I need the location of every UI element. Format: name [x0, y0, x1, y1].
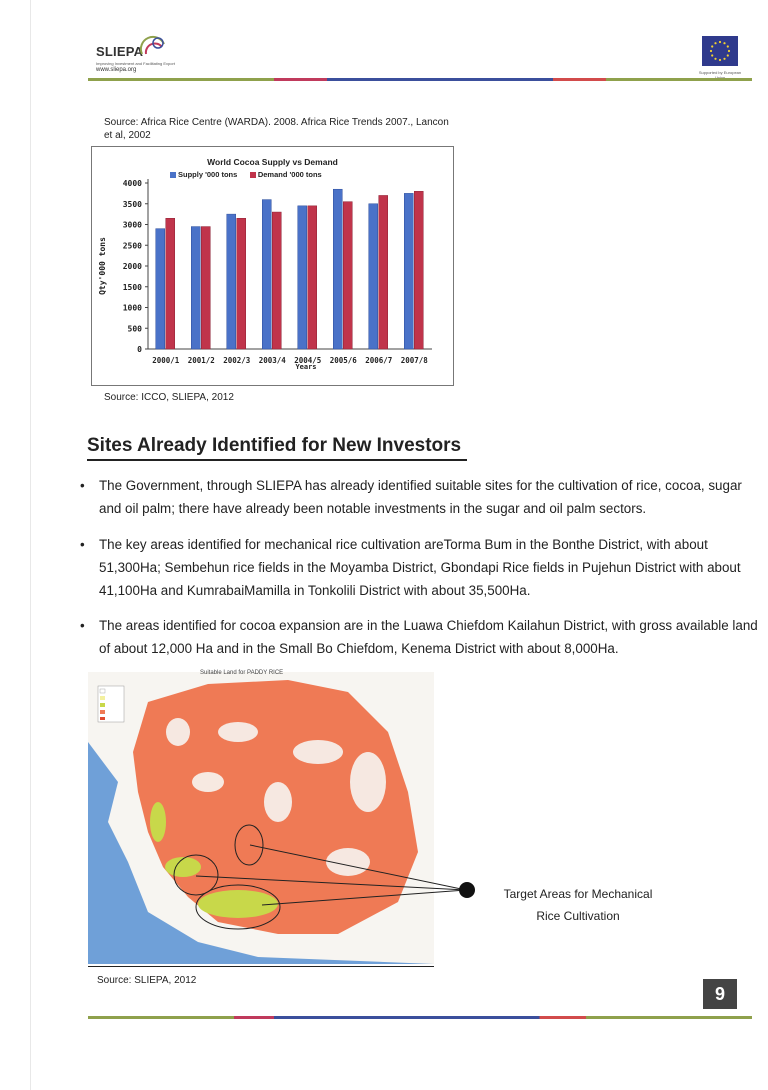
y-tick-label: 500 [127, 324, 142, 334]
chart-source-bottom: Source: ICCO, SLIEPA, 2012 [104, 392, 234, 403]
legend-supply-label: Supply '000 tons [178, 170, 238, 179]
bullet-text-3: The areas identified for cocoa expansion are in the Luawa Chiefdom Kailahun District, with gross available land of about 12,000 Ha and in the Small Bo Chiefdom, Kenema District with about 8,000Ha. [99, 618, 758, 656]
x-tick-label: 2000/1 [152, 356, 180, 365]
x-tick-label: 2007/8 [400, 356, 428, 365]
map-callout [486, 883, 670, 927]
callout-line-2: Rice Cultivation [536, 909, 620, 923]
x-tick-label: 2001/2 [187, 356, 215, 365]
logo-tagline: Improving Investment and Facilitating Export [96, 61, 175, 66]
callout-marker [459, 882, 475, 898]
y-tick-label: 3500 [122, 199, 142, 209]
website-link[interactable]: www.sliepa.org [96, 67, 137, 73]
x-tick-label: 2006/7 [365, 356, 393, 365]
x-tick-label: 2004/5 [294, 356, 322, 365]
x-tick-label: 2003/4 [258, 356, 286, 365]
callout-line-1: Target Areas for Mechanical [503, 887, 653, 901]
x-tick-label: 2005/6 [329, 356, 357, 365]
footer-divider [88, 1016, 752, 1019]
legend-demand-label: Demand '000 tons [257, 170, 322, 179]
y-tick-label: 2000 [122, 262, 142, 271]
eu-caption: Supported by European [698, 70, 742, 75]
bullet-text-2: The key areas identified for mechanical rice cultivation areTorma Bum in the Bonthe District, with about 51,300Ha; Sembehun rice fields in the Moyamba District, Gbondapi Rice fields in Pujehun District with about 41,100Ha and KumrabaiMamilla in Tonkolili District with about 35,500Ha. [99, 537, 741, 598]
y-tick-label: 1000 [122, 303, 142, 313]
bullet-symbol: • [80, 537, 85, 552]
x-axis-label: Years [295, 363, 317, 371]
chart-source-top: Source: Africa Rice Centre (WARDA). 2008. Africa Rice Trends 2007., Lancon et al, 2002 [104, 117, 449, 141]
y-tick-label: 3000 [122, 220, 142, 230]
y-tick-label: 1500 [122, 282, 142, 292]
chart-title: World Cocoa Supply vs Demand [207, 157, 338, 167]
y-tick-label: 0 [137, 345, 142, 354]
map-source: Source: SLIEPA, 2012 [97, 975, 197, 986]
y-tick-label: 4000 [122, 179, 142, 188]
y-tick-label: 2500 [122, 241, 142, 251]
sliepa-logo-text: SLIEPA [96, 44, 144, 59]
y-axis-label: Qty'000 tons [98, 237, 107, 295]
bullet-text-1: The Government, through SLIEPA has already identified suitable sites for the cultivation of rice, cocoa, sugar and oil palm; there have already been notable investments in the sugar and oil palm sectors. [99, 478, 742, 516]
x-tick-label: 2002/3 [223, 356, 251, 365]
section-title: Sites Already Identified for New Investors [87, 435, 462, 456]
bullet-symbol: • [80, 478, 85, 493]
bullet-symbol: • [80, 618, 85, 633]
map-title: Suitable Land for PADDY RICE [200, 670, 284, 676]
page-number: 9 [703, 979, 737, 1009]
